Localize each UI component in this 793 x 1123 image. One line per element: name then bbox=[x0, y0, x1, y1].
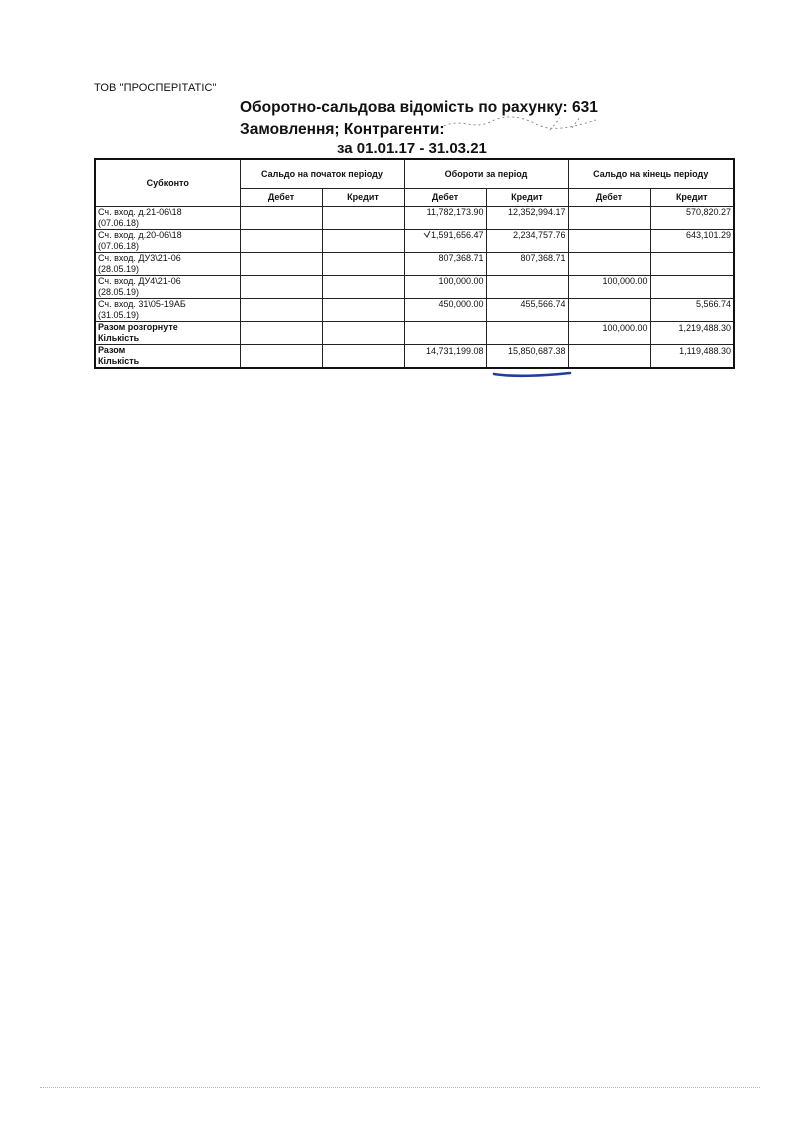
row-subkonto: Сч. вход. 31\05-19АБ (31.05.19) bbox=[95, 299, 240, 322]
table-row bbox=[95, 230, 734, 253]
closing-credit-cell: 5,566.74 bbox=[650, 299, 734, 322]
opening-debit-cell bbox=[240, 207, 322, 230]
turnover-debit-cell: 1,591,656.47 bbox=[404, 230, 486, 253]
opening-credit-cell bbox=[322, 276, 404, 299]
col-turnover-credit: Кредит bbox=[486, 189, 568, 207]
col-opening-debit: Дебет bbox=[240, 189, 322, 207]
opening-debit-cell bbox=[240, 253, 322, 276]
opening-credit-cell bbox=[322, 230, 404, 253]
page-bottom-rule bbox=[40, 1087, 760, 1088]
opening-credit-cell bbox=[322, 207, 404, 230]
opening-credit-cell bbox=[322, 299, 404, 322]
turnover-credit-cell bbox=[486, 276, 568, 299]
closing-credit-cell: 643,101.29 bbox=[650, 230, 734, 253]
table-row bbox=[95, 253, 734, 276]
closing-debit-cell: 100,000.00 bbox=[568, 322, 650, 345]
col-opening-credit: Кредит bbox=[322, 189, 404, 207]
total-expanded-label: Разом розгорнуте Кількість bbox=[95, 322, 240, 345]
report-subtitle: Замовлення; Контрагенти: bbox=[240, 121, 445, 138]
closing-debit-cell: 100,000.00 bbox=[568, 276, 650, 299]
table-row bbox=[95, 207, 734, 230]
closing-debit-cell bbox=[568, 299, 650, 322]
closing-debit-cell bbox=[568, 207, 650, 230]
row-subkonto: Сч. вход. д.21-06\18 (07.06.18) bbox=[95, 207, 240, 230]
closing-debit-cell bbox=[568, 345, 650, 369]
opening-credit-cell bbox=[322, 322, 404, 345]
report-period: за 01.01.17 - 31.03.21 bbox=[337, 140, 487, 157]
opening-credit-cell bbox=[322, 253, 404, 276]
turnover-debit-cell: 100,000.00 bbox=[404, 276, 486, 299]
closing-debit-cell bbox=[568, 230, 650, 253]
opening-debit-cell bbox=[240, 322, 322, 345]
turnover-debit-cell: 11,782,173.90 bbox=[404, 207, 486, 230]
row-subkonto: Сч. вход. д.20-06\18 (07.06.18) bbox=[95, 230, 240, 253]
opening-debit-cell bbox=[240, 299, 322, 322]
turnover-credit-cell bbox=[486, 322, 568, 345]
turnover-debit-cell: 450,000.00 bbox=[404, 299, 486, 322]
row-subkonto: Сч. вход. ДУ3\21-06 (28.05.19) bbox=[95, 253, 240, 276]
total-expanded-row bbox=[95, 322, 734, 345]
turnover-debit-cell: 14,731,199.08 bbox=[404, 345, 486, 369]
opening-debit-cell bbox=[240, 276, 322, 299]
turnover-balance-table bbox=[94, 158, 735, 369]
turnover-credit-cell: 2,234,757.76 bbox=[486, 230, 568, 253]
turnover-credit-cell: 455,566.74 bbox=[486, 299, 568, 322]
col-turnover-debit: Дебет bbox=[404, 189, 486, 207]
col-closing-credit: Кредит bbox=[650, 189, 734, 207]
turnover-credit-cell: 15,850,687.38 bbox=[486, 345, 568, 369]
opening-debit-cell bbox=[240, 345, 322, 369]
total-row bbox=[95, 345, 734, 369]
table-row bbox=[95, 276, 734, 299]
report-title: Оборотно-сальдова відомість по рахунку: 631 bbox=[240, 99, 598, 116]
col-group-opening: Сальдо на початок періоду bbox=[240, 159, 404, 189]
turnover-credit-cell: 807,368.71 bbox=[486, 253, 568, 276]
closing-credit-cell: 570,820.27 bbox=[650, 207, 734, 230]
closing-credit-cell: 1,119,488.30 bbox=[650, 345, 734, 369]
row-subkonto: Сч. вход. ДУ4\21-06 (28.05.19) bbox=[95, 276, 240, 299]
closing-credit-cell: 1,219,488.30 bbox=[650, 322, 734, 345]
faded-handwriting-mark bbox=[440, 112, 600, 134]
turnover-debit-cell: 807,368.71 bbox=[404, 253, 486, 276]
total-label: Разом Кількість bbox=[95, 345, 240, 369]
col-closing-debit: Дебет bbox=[568, 189, 650, 207]
company-name: ТОВ "ПРОСПЕРІТАТІС" bbox=[94, 82, 217, 94]
col-group-turnover: Обороти за період bbox=[404, 159, 568, 189]
turnover-debit-cell bbox=[404, 322, 486, 345]
col-group-closing: Сальдо на кінець періоду bbox=[568, 159, 734, 189]
pen-underline-mark bbox=[492, 370, 572, 378]
closing-credit-cell bbox=[650, 276, 734, 299]
turnover-credit-cell: 12,352,994.17 bbox=[486, 207, 568, 230]
opening-credit-cell bbox=[322, 345, 404, 369]
pen-tick-mark bbox=[422, 230, 432, 240]
col-subkonto: Субконто bbox=[95, 159, 240, 207]
opening-debit-cell bbox=[240, 230, 322, 253]
closing-debit-cell bbox=[568, 253, 650, 276]
closing-credit-cell bbox=[650, 253, 734, 276]
table-row bbox=[95, 299, 734, 322]
